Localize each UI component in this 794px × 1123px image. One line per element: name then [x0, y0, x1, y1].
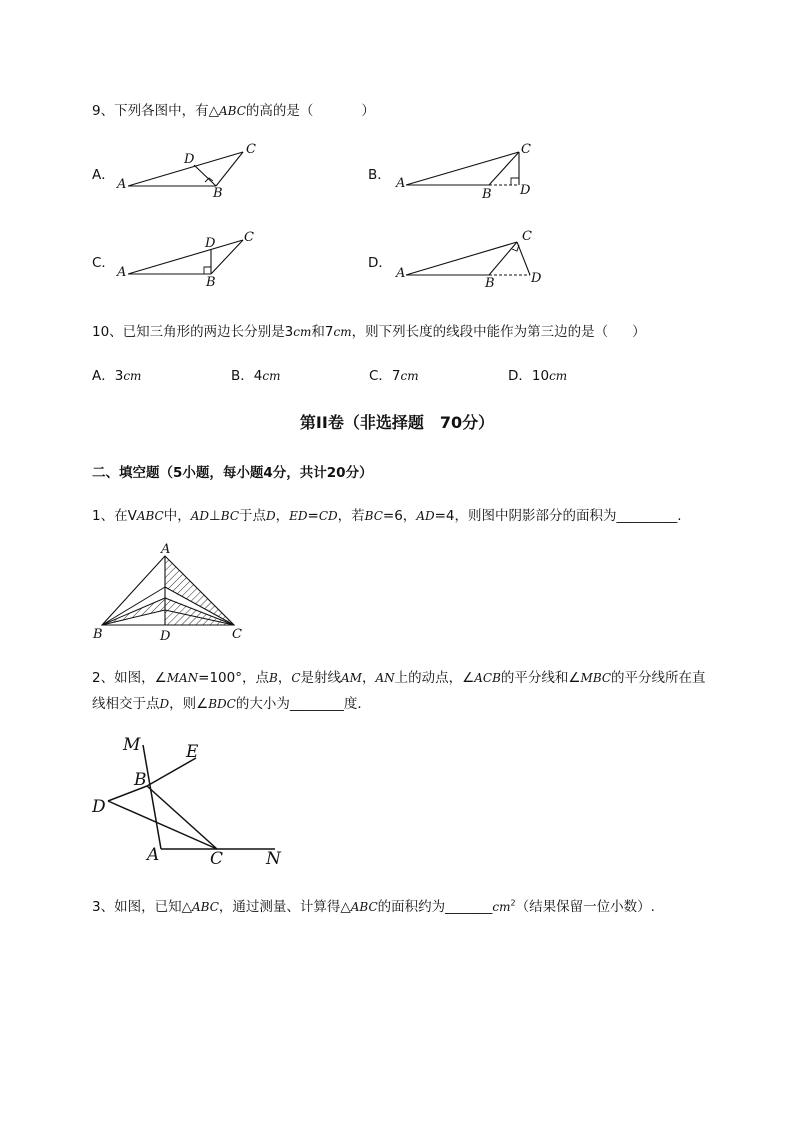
q9-stem: 9、下列各图中，有△ABC的高的是（ ）	[92, 103, 375, 119]
q9-option-d-label: D．	[368, 255, 392, 271]
q9c-label-d: D	[205, 236, 216, 251]
q9d-label-a: A	[396, 266, 406, 281]
fill2-label-n: N	[266, 849, 281, 869]
fill1-stem: 1、在VABC中，AD⊥BC于点D，ED=CD，若BC=6，AD=4，则图中阴影部分的面积为_________.	[92, 508, 682, 524]
fill2-label-b: B	[134, 770, 147, 790]
q9-option-c-label: C．	[92, 255, 115, 271]
q9a-label-c: C	[246, 142, 256, 157]
fill2-label-c: C	[210, 849, 224, 869]
q9-option-a-label: A．	[92, 167, 115, 183]
q9-option-b-figure	[390, 138, 540, 200]
fill2-line1: 2、如图，∠MAN=100°，点B，C是射线AM，AN上的动点，∠ACB的平分线和∠MBC的平分线所在直	[92, 670, 706, 686]
q9c-label-b: B	[206, 275, 216, 290]
fill1-label-c: C	[232, 627, 242, 642]
q10-option-c: C．7cm	[369, 368, 419, 384]
fill1-label-a: A	[161, 542, 171, 557]
fill1-figure	[90, 540, 250, 645]
q9-option-c-figure	[110, 226, 270, 288]
q9b-label-a: A	[396, 176, 406, 191]
fill1-label-b: B	[93, 627, 103, 642]
fill2-label-e: E	[186, 742, 199, 762]
q9b-label-d: D	[520, 183, 531, 198]
q10-option-a: A．3cm	[92, 368, 142, 384]
fill2-figure	[90, 730, 290, 870]
q9b-label-c: C	[521, 142, 531, 157]
q10-option-d: D．10cm	[508, 368, 568, 384]
fill2-label-d: D	[92, 797, 106, 817]
q9c-label-a: A	[117, 265, 127, 280]
q9c-label-c: C	[244, 230, 254, 245]
fill3-stem: 3、如图，已知△ABC，通过测量、计算得△ABC的面积约为$\_\_\_\_\_\_\_cm^2$（结果保留一位小数）.	[92, 898, 655, 915]
q9-option-b-label: B．	[368, 167, 391, 183]
q9a-label-a: A	[117, 177, 127, 192]
q9-option-d-figure	[390, 226, 550, 291]
fill-in-heading: 二、填空题（5小题，每小题4分，共计20分）	[92, 465, 373, 481]
q9d-label-d: D	[531, 271, 542, 286]
q9-option-a-figure	[110, 140, 270, 200]
q9a-label-d: D	[184, 152, 195, 167]
fill1-label-d: D	[160, 629, 171, 644]
q9a-label-b: B	[213, 186, 223, 201]
q10-option-b: B．4cm	[231, 368, 281, 384]
q9d-label-b: B	[485, 276, 495, 291]
q10-stem: 10、已知三角形的两边长分别是3cm和7cm，则下列长度的线段中能作为第三边的是（ ）	[92, 324, 646, 340]
fill2-label-m: M	[123, 735, 141, 755]
fill2-line2: 线相交于点D，则∠BDC的大小为________度．	[92, 696, 371, 712]
q9b-label-b: B	[482, 187, 492, 202]
q9d-label-c: C	[522, 229, 532, 244]
section-title: 第II卷（非选择题 70分）	[299, 413, 495, 432]
fill2-label-a: A	[147, 845, 160, 865]
